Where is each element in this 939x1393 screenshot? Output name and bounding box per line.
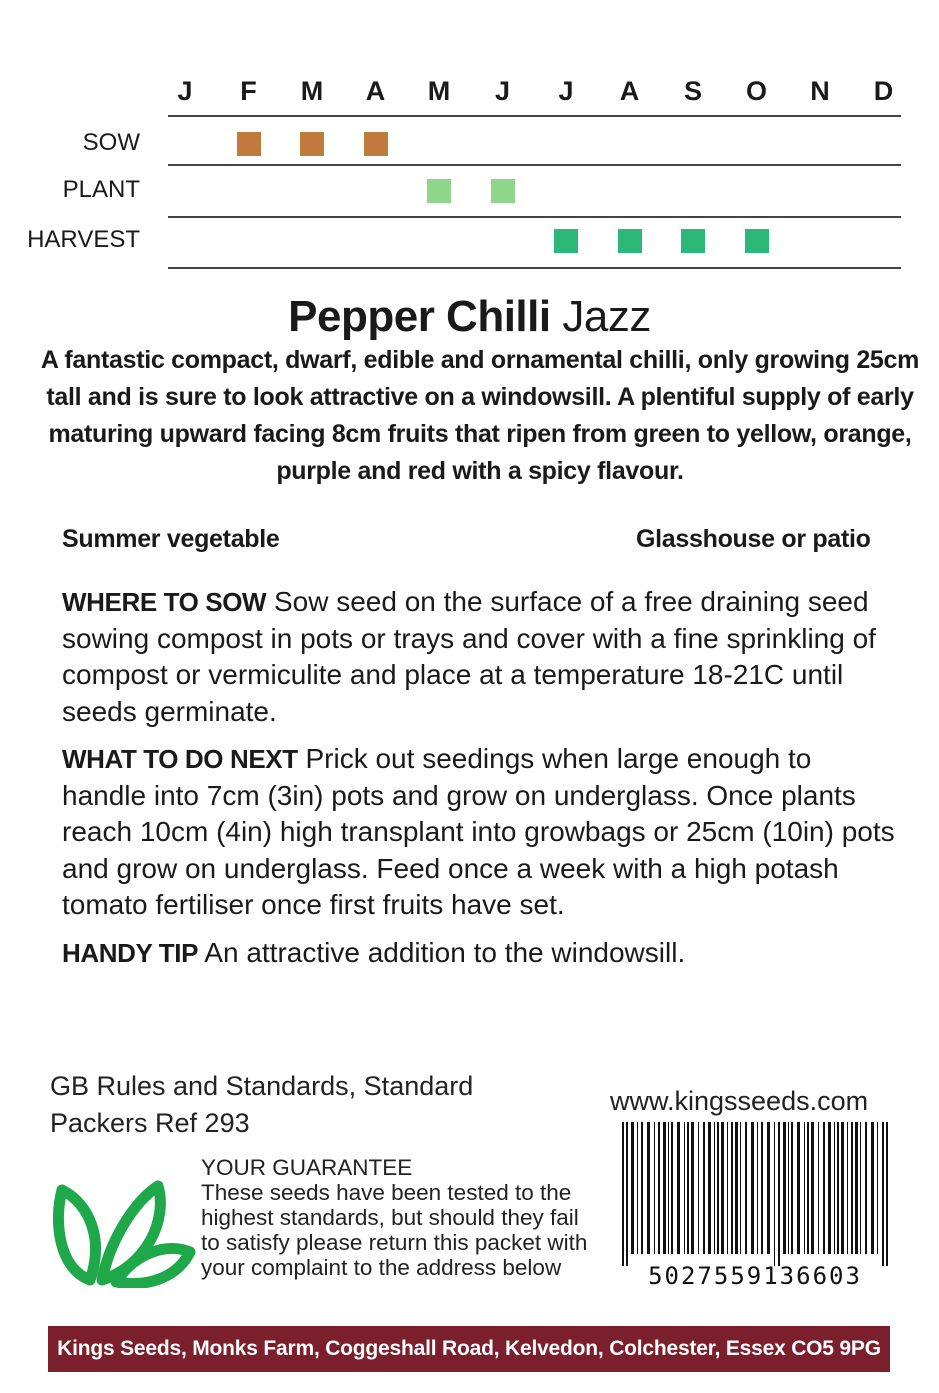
month-3: A [365, 76, 386, 106]
barcode-bar [865, 1122, 867, 1254]
barcode-bar [626, 1122, 628, 1266]
barcode-bar [731, 1122, 733, 1254]
guarantee [201, 1155, 591, 1280]
month-0: J [177, 76, 193, 106]
month-11: D [873, 76, 894, 106]
barcode-bar [811, 1122, 814, 1254]
calendar-marker-harvest [681, 229, 705, 253]
barcode-bar [714, 1122, 715, 1254]
calendar-marker-plant [427, 179, 451, 203]
barcode-bar [774, 1122, 775, 1266]
barcode-bar [671, 1122, 673, 1254]
month-6: J [558, 76, 574, 106]
barcode-bar [637, 1122, 638, 1254]
barcode-bar [647, 1122, 650, 1254]
calendar-row-label: SOW [82, 129, 140, 156]
barcode-bar [807, 1122, 809, 1254]
month-1: F [240, 76, 257, 106]
barcode-bar [783, 1122, 786, 1254]
calendar-divider [168, 164, 901, 166]
product-name: Pepper Chilli [288, 292, 551, 341]
guarantee-text: These seeds have been tested to the highest standards, but should they fail to satisfy please return this packet with your complaint to the address below [201, 1180, 588, 1280]
barcode-bar [684, 1122, 685, 1254]
barcode-bar [837, 1122, 839, 1254]
footer-address: Kings Seeds, Monks Farm, Coggeshall Road, Kelvedon, Colchester, Essex CO5 9PG [48, 1326, 890, 1372]
barcode-bar [797, 1122, 800, 1254]
product-type: Summer vegetable [62, 525, 280, 553]
barcode-bar [631, 1122, 634, 1254]
calendar-marker-sow [237, 132, 261, 156]
calendar-marker-harvest [745, 229, 769, 253]
month-7: A [619, 76, 640, 106]
website-link[interactable]: www.kingsseeds.com [610, 1086, 869, 1116]
barcode-bar [757, 1122, 758, 1254]
barcode-bar [851, 1122, 853, 1254]
month-8: S [683, 76, 702, 106]
where-to-sow-text: Sow seed on the surface of a free draining seed sowing compost in pots or trays and cover with a fine sprinkling of compost or vermiculite and place at a temperature 18-21C until seeds germinate. [62, 586, 876, 727]
barcode-bar [804, 1122, 805, 1254]
leaves-logo-icon [50, 1180, 198, 1288]
month-5: J [494, 76, 511, 106]
barcode-bar [778, 1122, 780, 1266]
calendar-divider [168, 115, 901, 117]
barcode-bar [691, 1122, 694, 1254]
barcode-bar [886, 1122, 888, 1266]
calendar-marker-harvest [554, 229, 578, 253]
rules-standards [50, 1068, 473, 1142]
barcode-bar [740, 1122, 741, 1254]
calendar-marker-harvest [618, 229, 642, 253]
calendar-row-label: HARVEST [27, 226, 140, 253]
handy-tip-heading: HANDY TIP [62, 938, 199, 968]
calendar-divider [168, 267, 901, 269]
calendar-divider [168, 216, 901, 218]
rules-line-1: GB Rules and Standards, Standard [50, 1071, 474, 1101]
barcode-bar [735, 1122, 738, 1254]
barcode-bar [791, 1122, 793, 1254]
barcode-bar [698, 1122, 699, 1254]
where-to-sow [62, 584, 902, 730]
product-variety: Jazz [562, 292, 651, 341]
month-4: M [427, 76, 451, 106]
where-to-sow-heading: WHERE TO SOW [62, 587, 267, 617]
barcode-bar [823, 1122, 825, 1254]
barcode-bar [855, 1122, 858, 1254]
barcode-bar [622, 1122, 624, 1266]
what-to-do-next-heading: WHAT TO DO NEXT [62, 744, 298, 774]
barcode-bar [818, 1122, 819, 1254]
barcode-bar [687, 1122, 689, 1254]
barcode-bar [882, 1122, 884, 1266]
barcode-bar [708, 1122, 711, 1254]
barcode-bar [663, 1122, 666, 1254]
barcode-bar [847, 1122, 848, 1254]
guarantee-heading: YOUR GUARANTEE [201, 1155, 413, 1180]
barcode-bar [761, 1122, 763, 1254]
barcode-bar [727, 1122, 728, 1254]
what-to-do-next-text: Prick out seedings when large enough to handle into 7cm (3in) pots and grow on underglass. Once plants reach 10cm (4in) high transplant into growbags or 25cm (10in) pots and grow on underglass. Feed once a week with a high potash tomato fertiliser once first fruits have set. [62, 743, 895, 920]
month-2: M [300, 76, 324, 106]
month-10: N [810, 76, 830, 106]
barcode-bar [841, 1122, 844, 1254]
barcode [620, 1122, 888, 1266]
calendar-marker-sow [300, 132, 324, 156]
product-title [0, 292, 939, 342]
barcode-bar [641, 1122, 643, 1254]
calendar-marker-sow [364, 132, 388, 156]
handy-tip-text: An attractive addition to the windowsill. [204, 937, 686, 968]
barcode-bar [834, 1122, 835, 1254]
barcode-bar [668, 1122, 669, 1254]
product-location: Glasshouse or patio [636, 525, 871, 553]
barcode-bar [877, 1122, 878, 1254]
calendar-row-label: PLANT [62, 176, 140, 203]
rules-line-2: Packers Ref 293 [50, 1108, 250, 1138]
barcode-bar [654, 1122, 655, 1254]
barcode-bar [658, 1122, 660, 1254]
calendar-marker-plant [491, 179, 515, 203]
barcode-bar [871, 1122, 874, 1254]
barcode-number: 5027559136603 [648, 1262, 862, 1290]
barcode-bar [751, 1122, 754, 1254]
barcode-bar [717, 1122, 719, 1254]
what-to-do-next [62, 741, 902, 924]
month-9: O [745, 76, 767, 106]
product-description: A fantastic compact, dwarf, edible and ornamental chilli, only growing 25cm tall and is sure to look attractive on a windowsill. A plentiful supply of early maturing upward facing 8cm fruits that ripen from green to yellow, orange, purple and red with a spicy flavour. [40, 346, 920, 485]
barcode-bar [767, 1122, 770, 1254]
barcode-bar [721, 1122, 724, 1254]
handy-tip [62, 935, 902, 972]
barcode-bar [828, 1122, 831, 1254]
barcode-bar [703, 1122, 705, 1254]
barcode-bar [788, 1122, 789, 1254]
barcode-bar [745, 1122, 747, 1254]
barcode-bar [677, 1122, 680, 1254]
barcode-bar [860, 1122, 861, 1254]
